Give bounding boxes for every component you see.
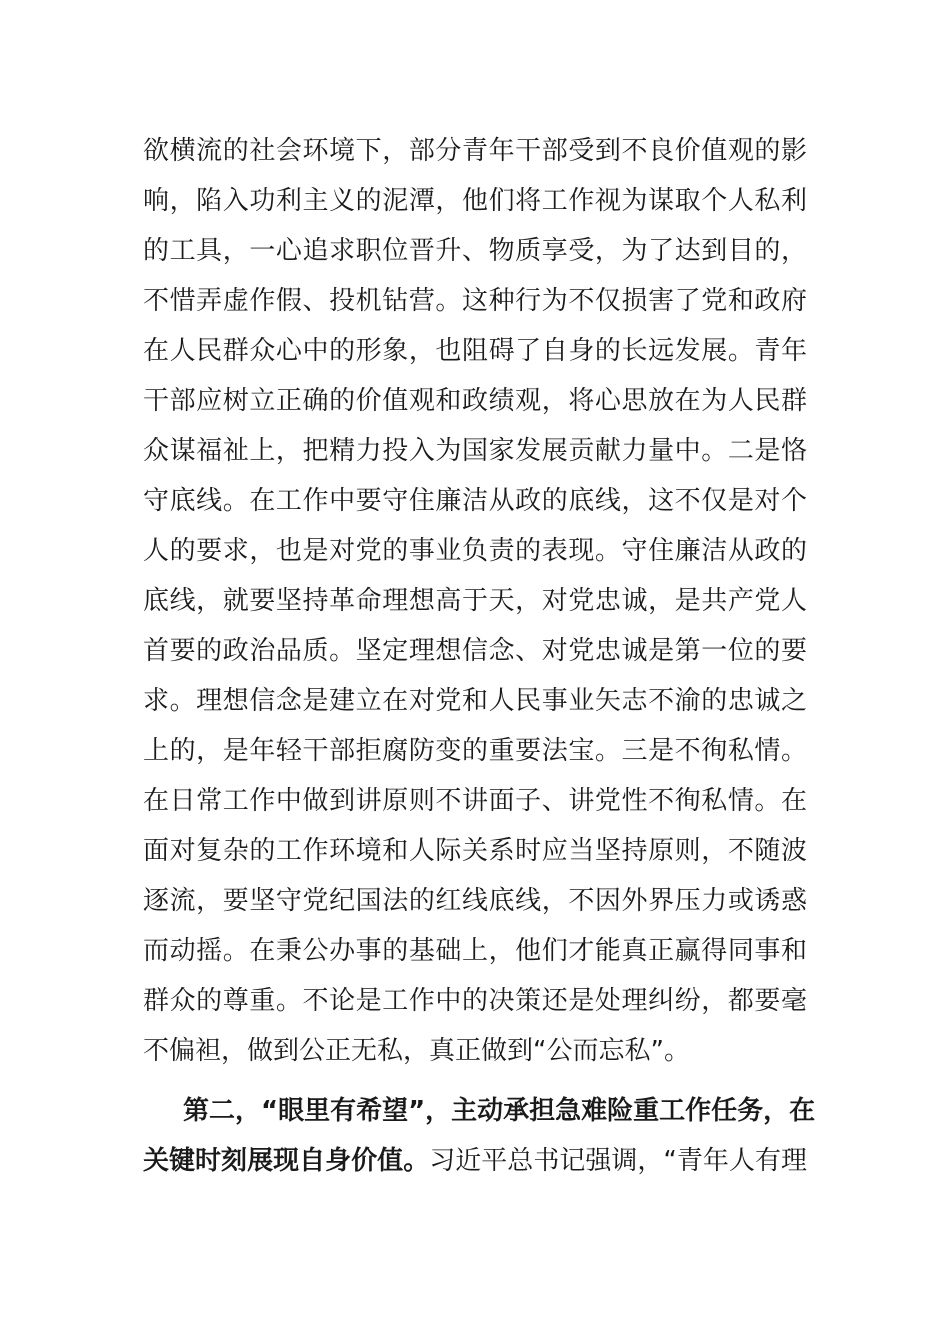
text-line: 干部应树立正确的价值观和政绩观，将心思放在为人民群 xyxy=(143,386,807,416)
text-line: 在日常工作中做到讲原则不讲面子、讲党性不徇私情。在 xyxy=(143,786,807,816)
text-line: 上的，是年轻干部拒腐防变的重要法宝。三是不徇私情。 xyxy=(143,736,807,766)
text-line: 响，陷入功利主义的泥潭，他们将工作视为谋取个人私利 xyxy=(143,186,807,216)
text-line: 在人民群众心中的形象，也阻碍了自身的长远发展。青年 xyxy=(143,336,807,366)
text-line: 不惜弄虚作假、投机钻营。这种行为不仅损害了党和政府 xyxy=(143,286,807,316)
text-line: 逐流，要坚守党纪国法的红线底线，不因外界压力或诱惑 xyxy=(143,886,807,916)
text-line: 人的要求，也是对党的事业负责的表现。守住廉洁从政的 xyxy=(143,536,807,566)
section-heading-end: 关键时刻展现自身价值。 xyxy=(143,1146,430,1176)
text-line: 而动摇。在秉公办事的基础上，他们才能真正赢得同事和 xyxy=(143,936,807,966)
text-line xyxy=(143,1136,807,1186)
text-line: 群众的尊重。不论是工作中的决策还是处理纠纷，都要毫 xyxy=(143,986,807,1016)
text-line: 欲横流的社会环境下，部分青年干部受到不良价值观的影 xyxy=(143,136,807,166)
text-line: 求。理想信念是建立在对党和人民事业矢志不渝的忠诚之 xyxy=(143,686,807,716)
section-heading-line: 第二，“眼里有希望”，主动承担急难险重工作任务，在 xyxy=(183,1096,816,1126)
text-line: 底线，就要坚持革命理想高于天，对党忠诚，是共产党人 xyxy=(143,586,807,616)
paragraph-gap xyxy=(143,1076,807,1086)
paragraph-1 xyxy=(143,126,807,1076)
document-body xyxy=(143,126,816,1186)
text-line: 不偏袒，做到公正无私，真正做到“公而忘私”。 xyxy=(143,1036,690,1066)
text-line: 守底线。在工作中要守住廉洁从政的底线，这不仅是对个 xyxy=(143,486,807,516)
text-line: 众谋福祉上，把精力投入为国家发展贡献力量中。二是恪 xyxy=(143,436,807,466)
paragraph-2 xyxy=(143,1086,816,1186)
text-line: 面对复杂的工作环境和人际关系时应当坚持原则，不随波 xyxy=(143,836,807,866)
text-line: 的工具，一心追求职位晋升、物质享受，为了达到目的， xyxy=(143,236,807,266)
text-line: 首要的政治品质。坚定理想信念、对党忠诚是第一位的要 xyxy=(143,636,807,666)
paragraph-text: 习近平总书记强调，“青年人有理 xyxy=(429,1146,807,1176)
